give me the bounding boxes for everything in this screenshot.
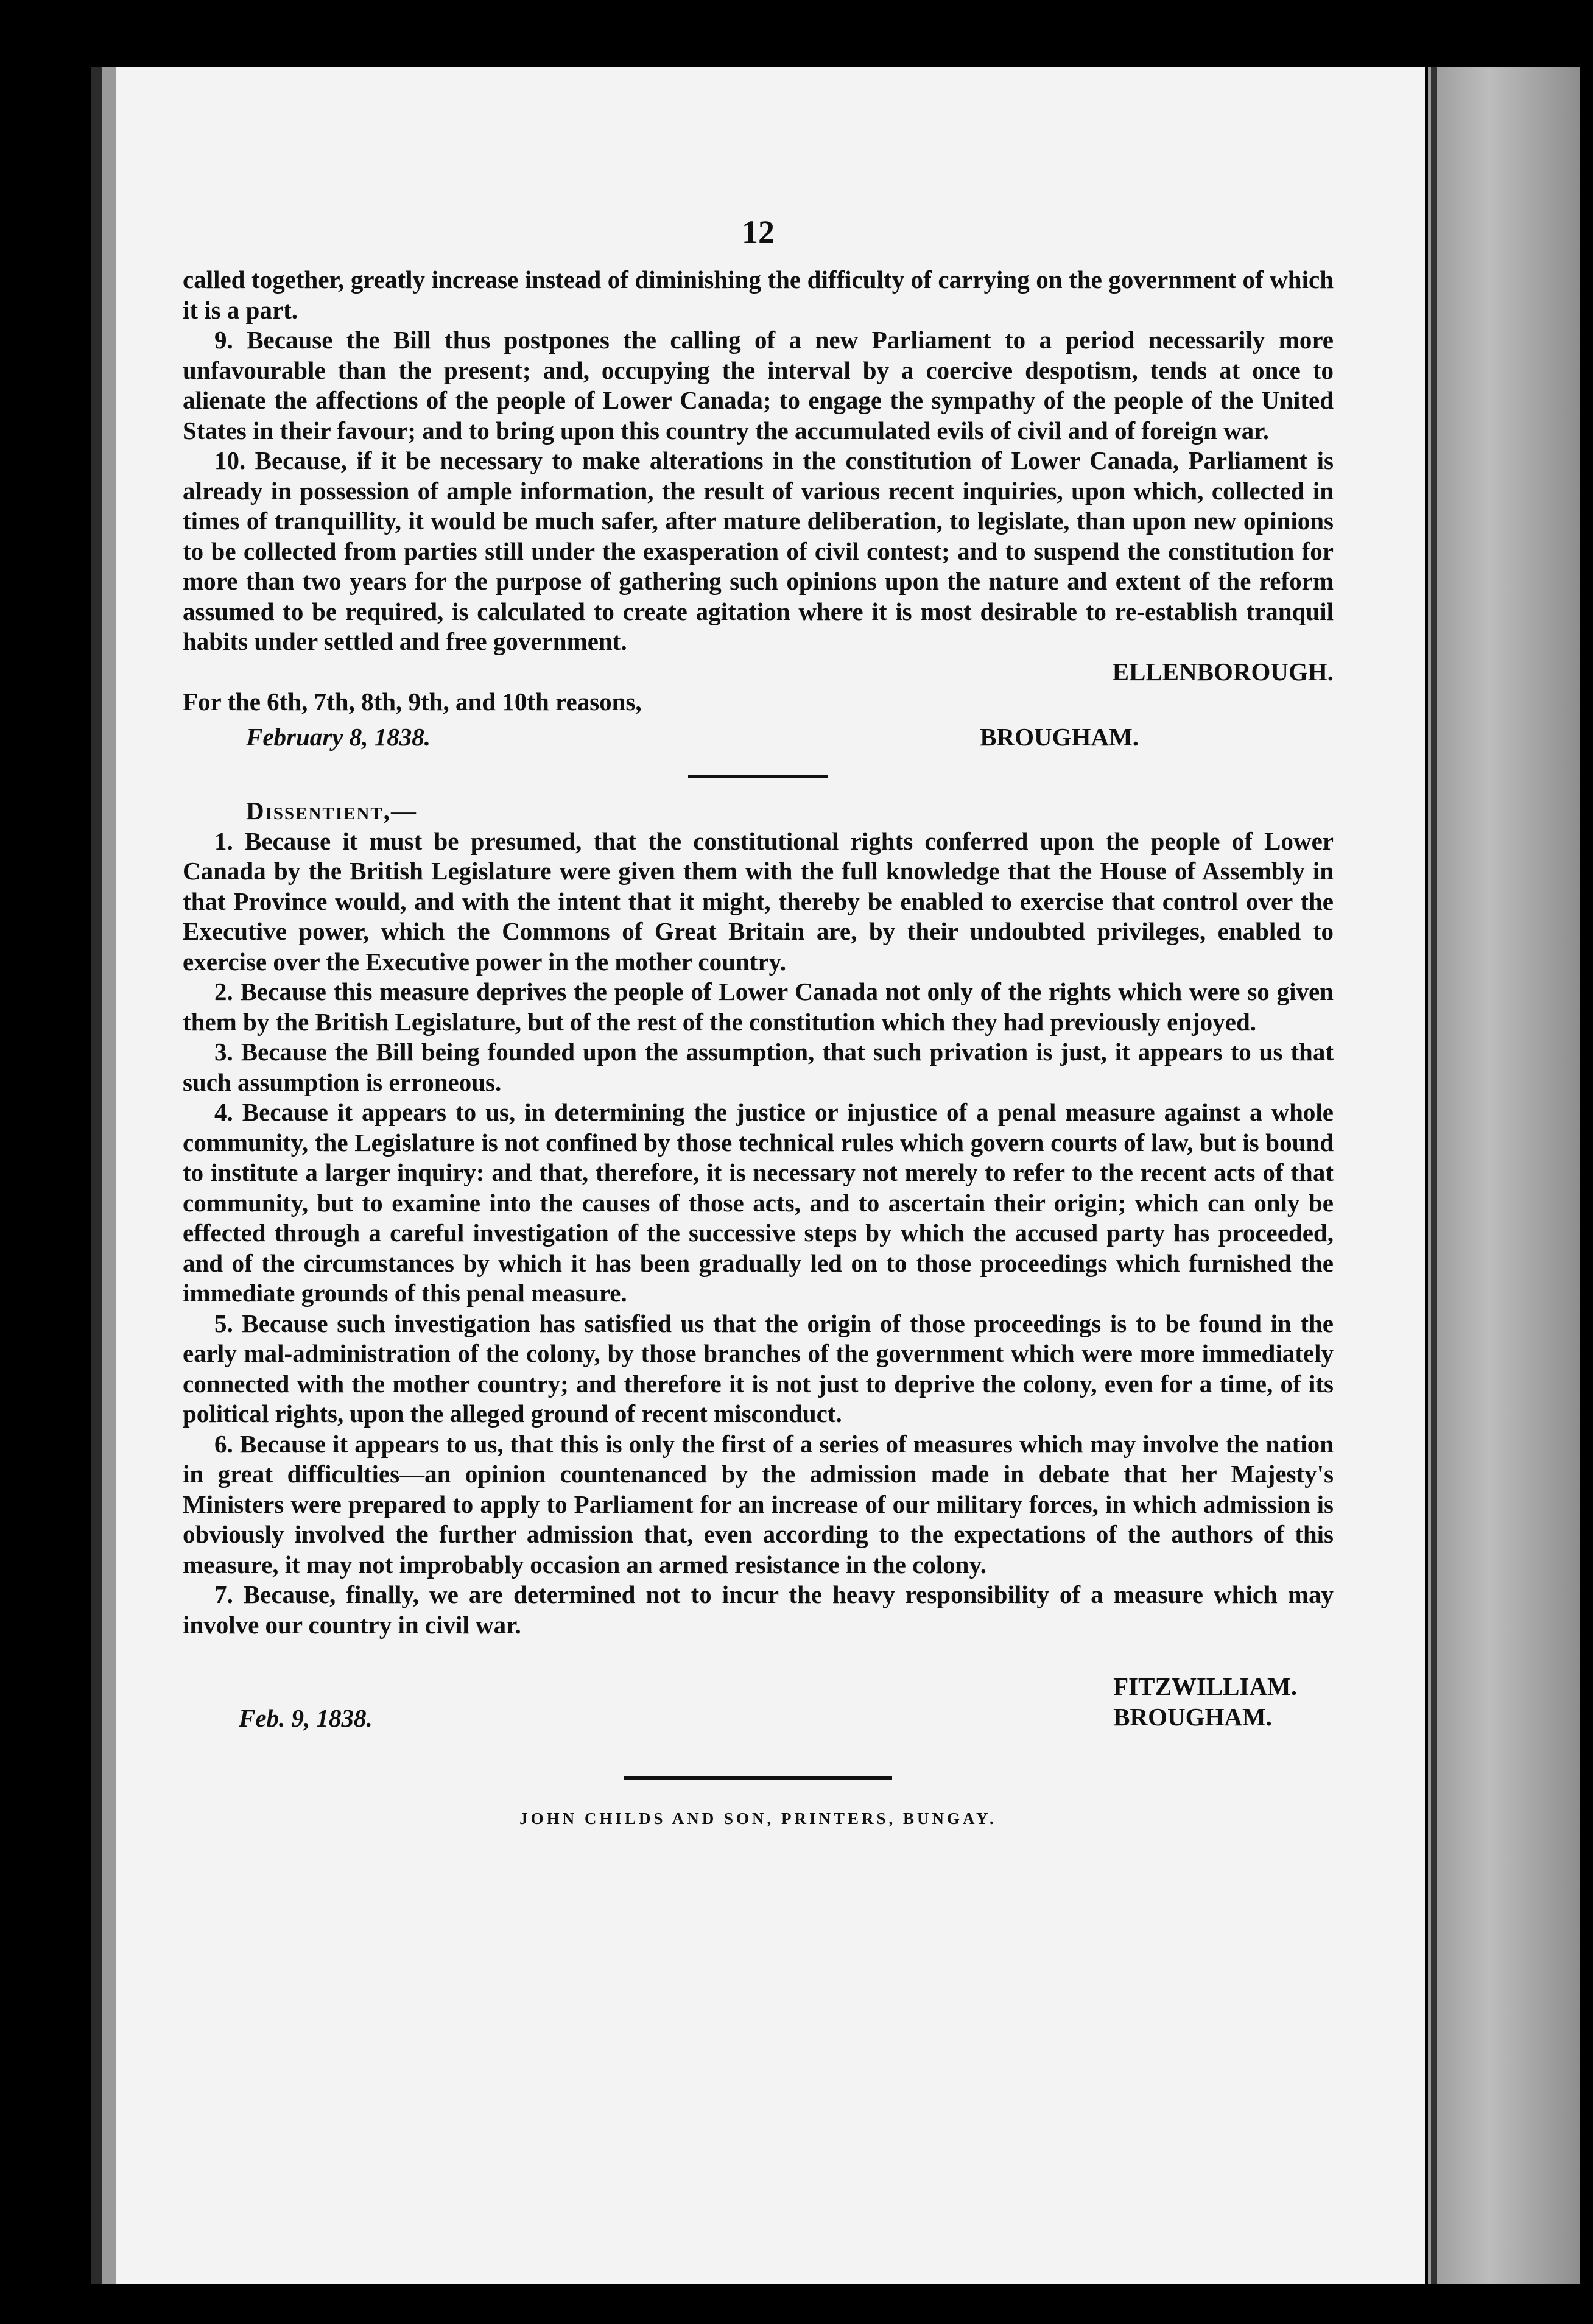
- footer-divider: [624, 1776, 892, 1780]
- reasons-line: For the 6th, 7th, 8th, 9th, and 10th reasons,: [183, 688, 642, 716]
- dissent-paragraph-5: 5. Because such investigation has satisfied us that the origin of those proceedings is to be found in the early mal-administration of the colony, by those branches of the government which were more immediately connected with the mother country; and therefore it is not just to deprive the colony, even for a time, of its political rights, upon the alleged ground of recent misconduct.: [183, 1309, 1334, 1428]
- dissent-paragraph-1: 1. Because it must be presumed, that the constitutional rights conferred upon the people of Lower Canada by the British Legislature were given them with the full knowledge that the House of Assembly in that Province would, and with the intent that it might, thereby be enabled to exercise that control over the Executive power, which the Commons of Great Britain are, by their undoubted privileges, enabled to exercise over the Executive power in the mother country.: [183, 826, 1334, 976]
- date-signature-line: [183, 722, 1334, 753]
- next-page-edge: [1428, 67, 1580, 2284]
- dissentient-heading: Dissentient,—: [246, 797, 417, 825]
- dissent-paragraph-6: 6. Because it appears to us, that this is only the first of a series of measures which may involve the nation in great difficulties—an opinion countenanced by the admission made in debate that her Majesty's Ministers were prepared to apply to Parliament for an increase of our military forces, in which admission is obviously involved the further admission that, even according to the expectations of the authors of this measure, it may not improbably occasion an armed resistance in the colony.: [183, 1429, 1334, 1579]
- document-body: [183, 265, 1334, 1834]
- date-february-8: February 8, 1838.: [246, 722, 431, 751]
- signature-brougham-1: BROUGHAM.: [980, 722, 1139, 751]
- dissent-paragraph-7: 7. Because, finally, we are determined not to incur the heavy responsibility of a measure which may involve our country in civil war.: [183, 1580, 1334, 1639]
- dissent-paragraph-2: 2. Because this measure deprives the people of Lower Canada not only of the rights which were so given them by the British Legislature, but of the rest of the constitution which they had previously enjoyed.: [183, 977, 1334, 1036]
- signature-brougham-2: BROUGHAM.: [1113, 1702, 1272, 1731]
- closing-signatures: [183, 1672, 1334, 1734]
- paragraph-10: 10. Because, if it be necessary to make alterations in the constitution of Lower Canada, Parliament is already in possession of ample information, the result of various recent inquiries, upon which, collected in times of tranquillity, it would be much safer, after mature deliberation, to legislate, than upon new opinions to be collected from parties still under the exasperation of civil contest; and to suspend the constitution for more than two years for the purpose of gathering such opinions upon the nature and extent of the reform assumed to be required, is calculated to create agitation where it is most desirable to re-establish tranquil habits under settled and free government.: [183, 446, 1334, 655]
- dissent-paragraph-4: 4. Because it appears to us, in determining the justice or injustice of a penal measure against a whole community, the Legislature is not confined by those technical rules which govern courts of law, but is bound to institute a larger inquiry: and that, therefore, it is necessary not merely to refer to the recent acts of that community, but to examine into the causes of those acts, and to ascertain their origin; which can only be effected through a careful investigation of the successive steps by which the accused party has proceeded, and of the circumstances by which it has been gradually led on to those proceedings which furnished the immediate grounds of this penal measure.: [183, 1098, 1334, 1307]
- page-number: 12: [742, 214, 775, 250]
- section-divider: [688, 775, 828, 778]
- dissent-paragraph-3: 3. Because the Bill being founded upon the assumption, that such privation is just, it appears to us that such assumption is erroneous.: [183, 1038, 1334, 1096]
- document-page: [91, 67, 1425, 2284]
- paragraph-continuation: called together, greatly increase instead of diminishing the difficulty of carrying on the government of which it is a part.: [183, 266, 1334, 324]
- signature-block: [1113, 1672, 1297, 1732]
- printer-imprint: JOHN CHILDS AND SON, PRINTERS, BUNGAY.: [519, 1809, 997, 1828]
- signature-ellenborough: ELLENBOROUGH.: [1112, 657, 1334, 686]
- signature-fitzwilliam: FITZWILLIAM.: [1113, 1672, 1297, 1700]
- paragraph-9: 9. Because the Bill thus postpones the calling of a new Parliament to a period necessarily more unfavourable than the present; and, occupying the interval by a coercive despotism, tends at once to alienate the affections of the people of Lower Canada; to engage the sympathy of the people of the United States in their favour; and to bring upon this country the accumulated evils of civil and of foreign war.: [183, 326, 1334, 445]
- date-feb-9: Feb. 9, 1838.: [239, 1704, 373, 1732]
